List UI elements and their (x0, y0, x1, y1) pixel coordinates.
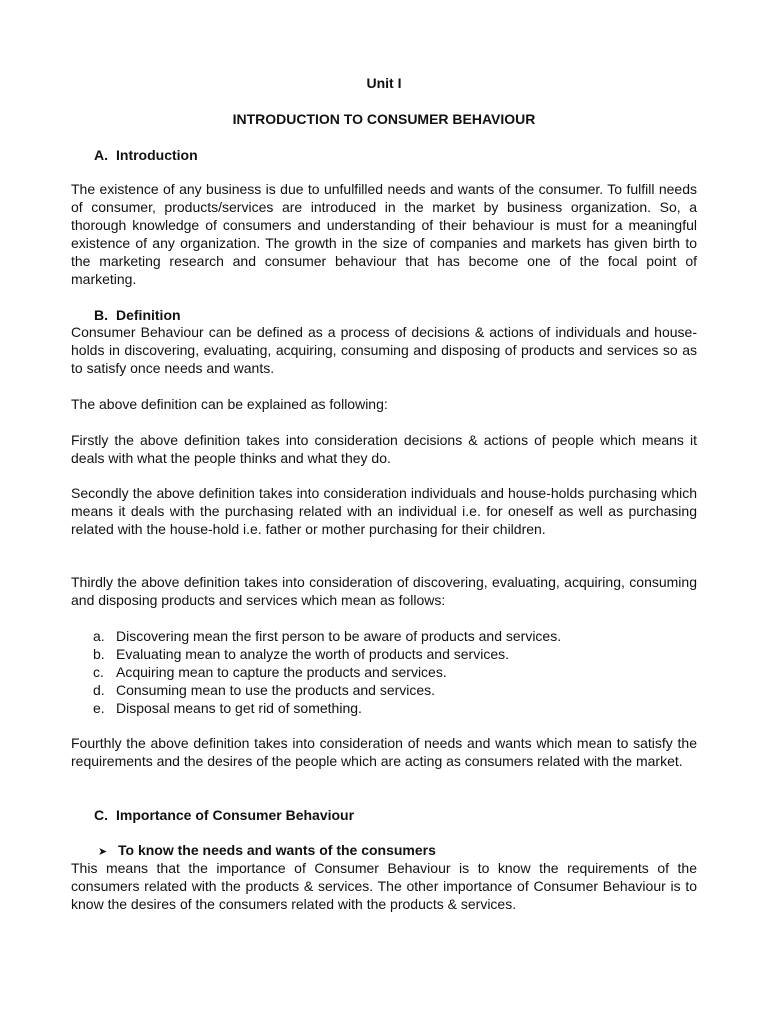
list-item (93, 681, 693, 699)
section-a-heading (94, 146, 198, 164)
thirdly-paragraph: Thirdly the above definition takes into consideration of discovering, evaluating, acquiring, consuming and disposing products and services which mean as follows: (71, 574, 697, 608)
explained-intro-paragraph: The above definition can be explained as following: (71, 396, 388, 412)
unit-title: Unit I (366, 75, 402, 91)
introduction-paragraph: The existence of any business is due to unfulfilled needs and wants of the consumer. To fulfill needs of consumer, products/services are introduced in the market by business organization. So, a thorough knowledge of consumers and understanding of their behaviour is must for a meaningful existence of any organization. The growth in the size of companies and markets has given birth to the marketing research and consumer behaviour that has become one of the focal point of marketing. (71, 181, 697, 287)
secondly-paragraph: Secondly the above definition takes into consideration individuals and house-holds purchasing which means it deals with the purchasing related with an individual i.e. for oneself as well as purchasing related with the house-hold i.e. father or mother purchasing for their children. (71, 485, 697, 537)
importance-subheading (98, 841, 436, 861)
list-item (93, 645, 693, 663)
importance-subheading-text: To know the needs and wants of the consumers (118, 842, 436, 858)
page-title: INTRODUCTION TO CONSUMER BEHAVIOUR (232, 111, 536, 127)
list-marker: b. (93, 646, 105, 662)
list-marker: a. (93, 628, 105, 644)
list-item-text: Evaluating mean to analyze the worth of products and services. (116, 646, 509, 662)
section-b-heading (94, 306, 181, 324)
fourthly-paragraph: Fourthly the above definition takes into consideration of needs and wants which mean to satisfy the requirements and the desires of the people which are acting as consumers related with the market. (71, 735, 697, 769)
list-item-text: Acquiring mean to capture the products and services. (116, 664, 447, 680)
list-item-text: Consuming mean to use the products and services. (116, 682, 436, 698)
list-item (93, 663, 693, 681)
section-c-title: Importance of Consumer Behaviour (116, 807, 355, 823)
list-marker: d. (93, 682, 105, 698)
definition-list (93, 627, 693, 717)
section-a-title: Introduction (116, 147, 198, 163)
definition-paragraph: Consumer Behaviour can be defined as a process of decisions & actions of individuals and house-holds in discovering, evaluating, acquiring, consuming and disposing of products and services so as to satisfy once needs and wants. (71, 324, 697, 376)
list-item (93, 699, 693, 717)
section-c-heading (94, 806, 354, 824)
list-item (93, 627, 693, 645)
list-marker: e. (93, 700, 105, 716)
section-c-letter: C. (94, 807, 108, 823)
firstly-paragraph: Firstly the above definition takes into consideration decisions & actions of people which means it deals with what the people thinks and what they do. (71, 432, 697, 466)
list-item-text: Disposal means to get rid of something. (116, 700, 362, 716)
arrowhead-bullet-icon: ➤ (98, 846, 108, 858)
list-marker: c. (93, 664, 104, 680)
list-item-text: Discovering mean the first person to be aware of products and services. (116, 628, 562, 644)
importance-paragraph: This means that the importance of Consumer Behaviour is to know the requirements of the consumers related with the products & services. The other importance of Consumer Behaviour is to know the desires of the consumers related with the products & services. (71, 860, 697, 912)
section-b-title: Definition (116, 307, 181, 323)
section-a-letter: A. (94, 147, 108, 163)
section-b-letter: B. (94, 307, 108, 323)
